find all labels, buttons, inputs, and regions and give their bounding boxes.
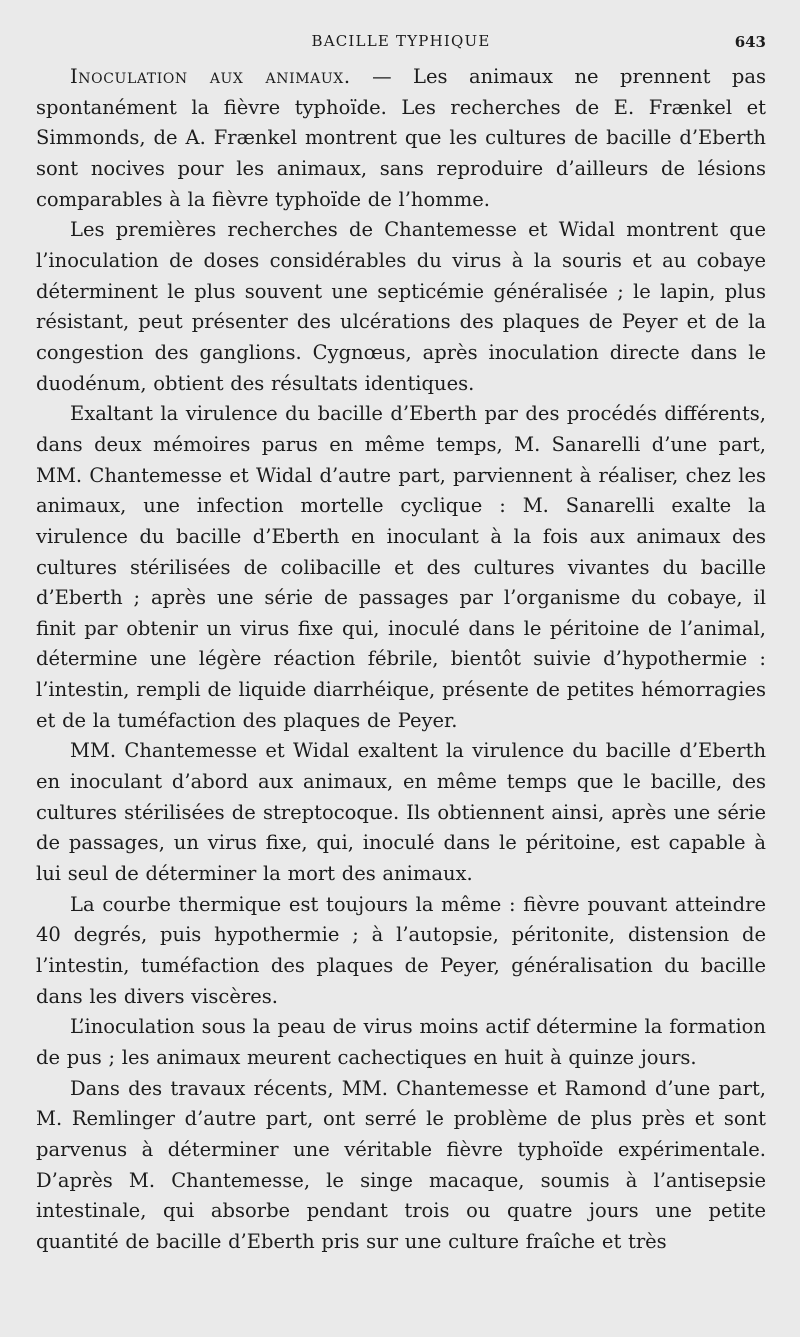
paragraph-2: Les premières recherches de Chantemesse et Widal montrent que l’inoculation de doses considérables du virus à la souris et au cobaye déterminent le plus souvent une septicémie généralisée ; le lapin, plus résistant, peut présenter des ulcérations des plaques de Peyer et de la congestion des ganglions. Cygnœus, après inoculation directe dans le duodénum, obtient des résultats identiques. — [36, 218, 766, 395]
section-heading: Inoculation aux animaux. — [70, 65, 351, 88]
paragraph-7: Dans des travaux récents, MM. Chantemesse et Ramond d’une part, M. Remlinger d’autre part, ont serré le problème de plus près et sont parvenus à déterminer une véritable fièvre typhoïde expérimentale. D’après M. Chantemesse, le singe macaque, soumis à l’antisepsie intestinale, qui absorbe pendant trois ou quatre jours une petite quantité de bacille d’Eberth pris sur une culture fraîche et très — [36, 1076, 766, 1253]
paragraph-4: MM. Chantemesse et Widal exaltent la virulence du bacille d’Eberth en inoculant d’abord aux animaux, en même temps que le bacille, des cultures stérilisées de streptocoque. Ils obtiennent ainsi, après une série de passages, un virus fixe, qui, inoculé dans le péritoine, est capable à lui seul de déterminer la mort des animaux. — [36, 739, 766, 886]
running-header — [36, 30, 766, 58]
paragraph-3: Exaltant la virulence du bacille d’Eberth par des procédés différents, dans deux mémoires parus en même temps, M. Sanarelli d’une part, MM. Chantemesse et Widal d’autre part, parviennent à réaliser, chez les animaux, une infection mortelle cyclique : M. Sanarelli exalte la virulence du bacille d’Eberth en inoculant à la fois aux animaux des cultures stérilisées de colibacille et des cultures vivantes du bacille d’Eberth ; après une série de passages par l’organisme du cobaye, il finit par obtenir un virus fixe qui, inoculé dans le péritoine de l’animal, détermine une légère réaction fébrile, bientôt suivie d’hypothermie : l’intestin, rempli de liquide diarrhéique, présente de petites hémorragies et de la tuméfaction des plaques de Peyer. — [36, 402, 766, 732]
page-number: 643 — [734, 33, 766, 51]
paragraph-1-text: — Les animaux ne prennent pas spontanément la fièvre typhoïde. Les recherches de E. Frænkel et Simmonds, de A. Frænkel montrent que les cultures de bacille d’Eberth sont nocives pour les animaux, sans reproduire d’ailleurs de lésions comparables à la fièvre typhoïde de l’homme. — [36, 65, 766, 211]
paragraph-1 — [36, 62, 766, 215]
running-title: BACILLE TYPHIQUE — [311, 32, 491, 50]
paragraph-6: L’inoculation sous la peau de virus moins actif détermine la formation de pus ; les animaux meurent cachectiques en huit à quinze jours. — [36, 1015, 766, 1069]
paragraph-5: La courbe thermique est toujours la même : fièvre pouvant atteindre 40 degrés, puis hypothermie ; à l’autopsie, péritonite, distension de l’intestin, tuméfaction des plaques de Peyer, généralisation du bacille dans les divers viscères. — [36, 892, 766, 1008]
body-text — [36, 62, 766, 1258]
